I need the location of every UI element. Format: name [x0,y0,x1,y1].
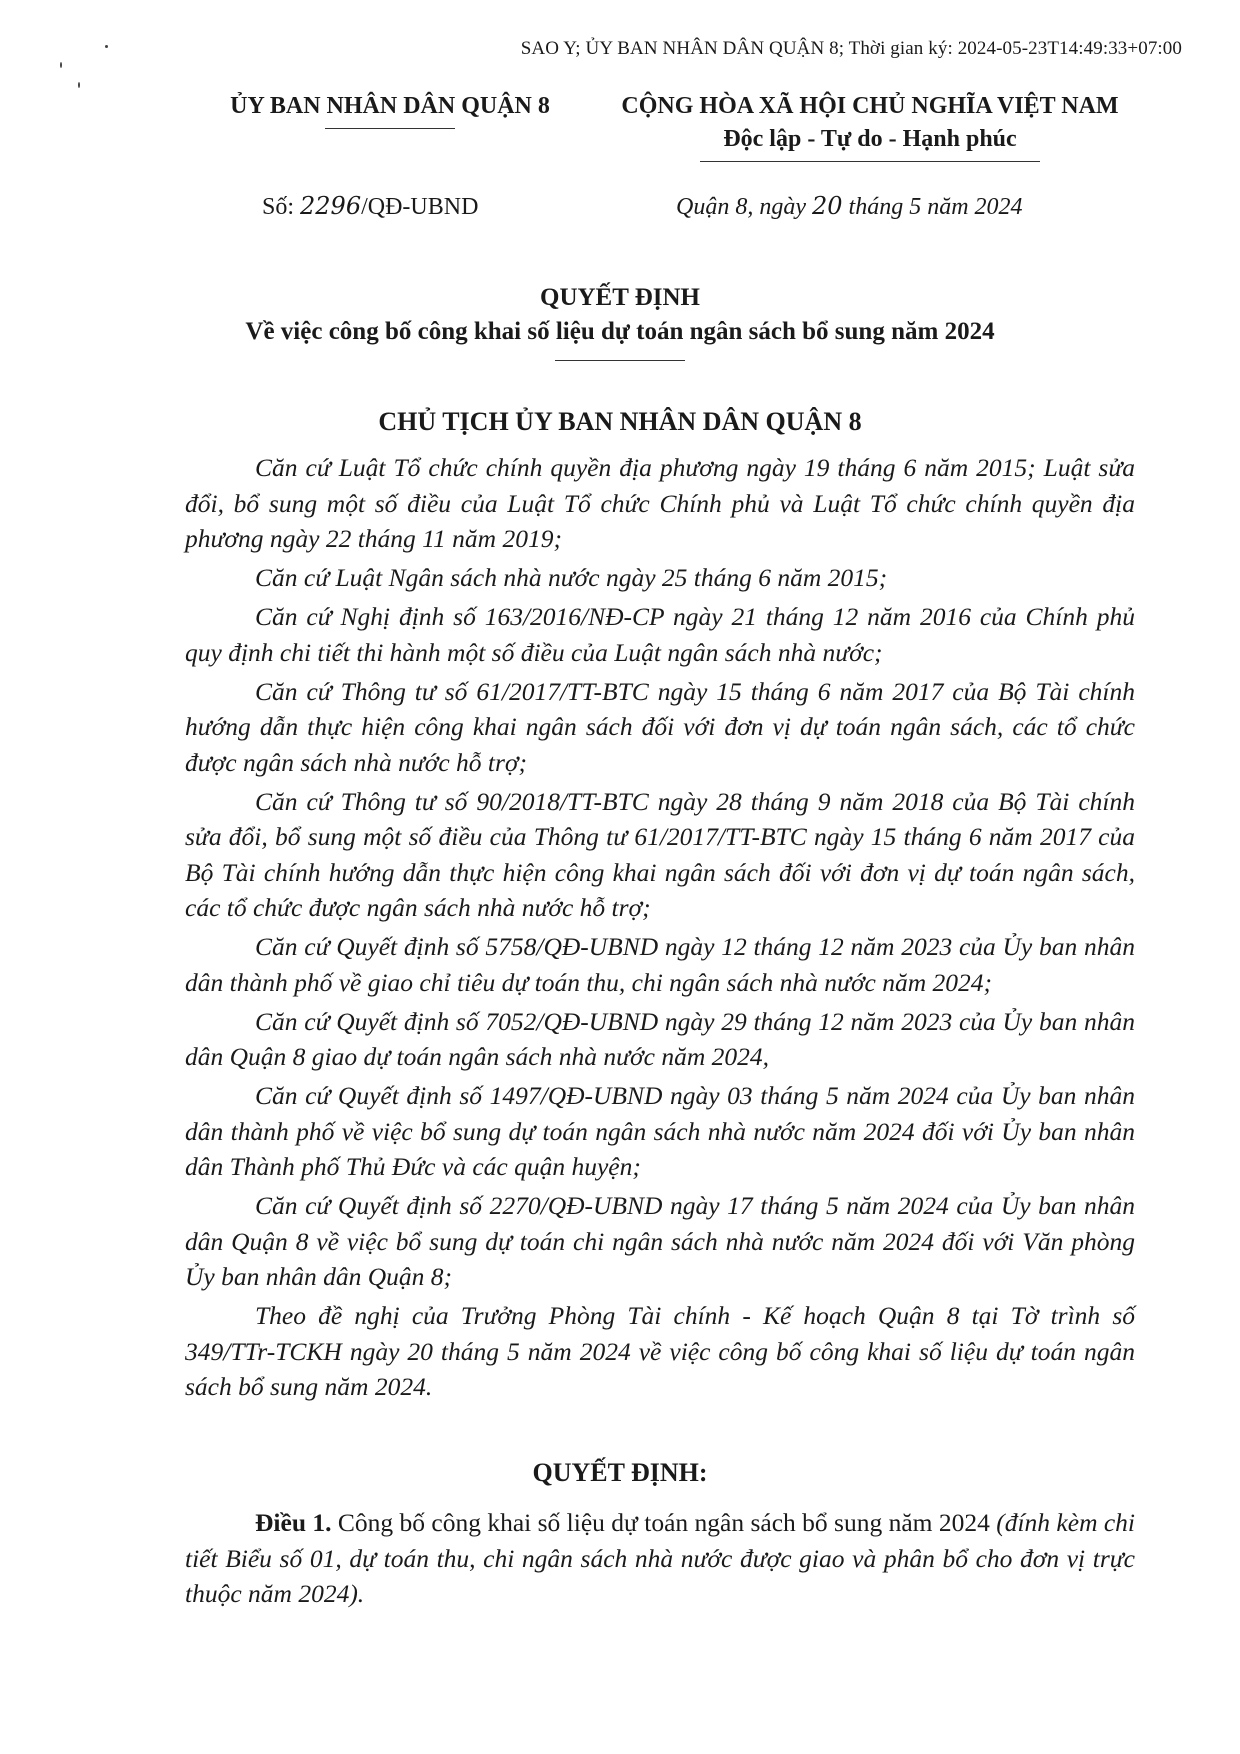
legal-basis-paragraph: Căn cứ Luật Tổ chức chính quyền địa phương ngày 19 tháng 6 năm 2015; Luật sửa đổi, bổ sung một số điều của Luật Tổ chức Chính phủ và Luật Tổ chức chính quyền địa phương ngày 22 tháng 11 năm 2019; [185,453,1135,553]
document-subject: Về việc công bố công khai số liệu dự toán ngân sách bổ sung năm 2024 [245,318,995,345]
issuing-agency: ỦY BAN NHÂN DÂN QUẬN 8 [230,93,550,119]
number-suffix: /QĐ-UBND [361,194,479,220]
signer-title: CHỦ TỊCH ỦY BAN NHÂN DÂN QUẬN 8 [378,407,862,436]
title-underline [555,360,685,361]
legal-basis-paragraph: Căn cứ Thông tư số 61/2017/TT-BTC ngày 15 tháng 6 năm 2017 của Bộ Tài chính hướng dẫn thực hiện công khai ngân sách đối với đơn vị dự toán ngân sách, các tổ chức được ngân sách nhà nước hỗ trợ; [185,676,1135,777]
digital-copy-stamp: SAO Y; ỦY BAN NHÂN DÂN QUẬN 8; Thời gian ký: 2024-05-23T14:49:33+07:00 [520,38,1182,59]
article-1-label: Điều 1. [255,1508,332,1537]
article-1-text: Công bố công khai số liệu dự toán ngân sách bổ sung năm 2024 [331,1508,997,1537]
scan-speck [60,62,62,68]
national-header-block [600,93,1140,162]
handwritten-number: 2296 [300,192,362,220]
scan-speck [105,45,108,48]
handwritten-day: 20 [811,192,843,220]
document-number [262,192,478,221]
date-before: Quận 8, ngày [676,194,812,220]
document-type: QUYẾT ĐỊNH [540,284,700,311]
legal-basis-paragraph: Căn cứ Luật Ngân sách nhà nước ngày 25 tháng 6 năm 2015; [255,563,888,592]
scan-speck [78,82,80,88]
issuing-agency-block [215,93,565,129]
legal-basis-preamble [185,450,1135,1408]
legal-basis-paragraph: Căn cứ Quyết định số 5758/QĐ-UBND ngày 12 tháng 12 năm 2023 của Ủy ban nhân dân thành phố về giao chỉ tiêu dự toán thu, chi ngân sách nhà nước năm 2024; [185,932,1135,997]
legal-basis-paragraph: Căn cứ Quyết định số 2270/QĐ-UBND ngày 17 tháng 5 năm 2024 của Ủy ban nhân dân Quận 8 về việc bổ sung dự toán chi ngân sách nhà nước năm 2024 đối với Văn phòng Ủy ban nhân dân Quận 8; [185,1191,1135,1291]
number-prefix: Số: [262,194,301,220]
legal-basis-paragraph: Căn cứ Quyết định số 7052/QĐ-UBND ngày 29 tháng 12 năm 2023 của Ủy ban nhân dân Quận 8 giao dự toán ngân sách nhà nước năm 2024, [185,1006,1135,1071]
motto-underline [700,161,1040,162]
date-after: tháng 5 năm 2024 [842,194,1023,220]
document-date [676,192,1023,221]
legal-basis-paragraph: Căn cứ Nghị định số 163/2016/NĐ-CP ngày 21 tháng 12 năm 2016 của Chính phủ quy định chi tiết thi hành một số điều của Luật ngân sách nhà nước; [185,602,1135,667]
article-1 [185,1505,1135,1612]
legal-basis-paragraph: Căn cứ Quyết định số 1497/QĐ-UBND ngày 03 tháng 5 năm 2024 của Ủy ban nhân dân thành phố về việc bổ sung dự toán ngân sách nhà nước năm 2024 đối với Ủy ban nhân dân Thành phố Thủ Đức và các quận huyện; [185,1081,1135,1181]
article-1-note: (đính kèm chi tiết Biểu số 01, dự toán thu, chi ngân sách nhà nước được giao và phân bổ cho đơn vị trực thuộc năm 2024). [185,1508,1136,1608]
agency-underline [325,128,455,129]
decision-heading: QUYẾT ĐỊNH: [532,1458,708,1487]
legal-basis-paragraph: Căn cứ Thông tư số 90/2018/TT-BTC ngày 28 tháng 9 năm 2018 của Bộ Tài chính sửa đổi, bổ sung một số điều của Thông tư 61/2017/TT-BTC ngày 15 tháng 6 năm 2017 của Bộ Tài chính hướng dẫn thực hiện công khai ngân sách đối với đơn vị dự toán ngân sách, các tổ chức được ngân sách nhà nước hỗ trợ; [185,786,1135,922]
national-motto: Độc lập - Tự do - Hạnh phúc [723,126,1017,152]
legal-basis-paragraph: Theo đề nghị của Trưởng Phòng Tài chính - Kế hoạch Quận 8 tại Tờ trình số 349/TTr-TCKH ngày 20 tháng 5 năm 2024 về việc công bố công khai số liệu dự toán ngân sách bổ sung năm 2024. [185,1301,1135,1401]
document-title-block [180,284,1060,361]
country-name: CỘNG HÒA XÃ HỘI CHỦ NGHĨA VIỆT NAM [621,93,1119,119]
